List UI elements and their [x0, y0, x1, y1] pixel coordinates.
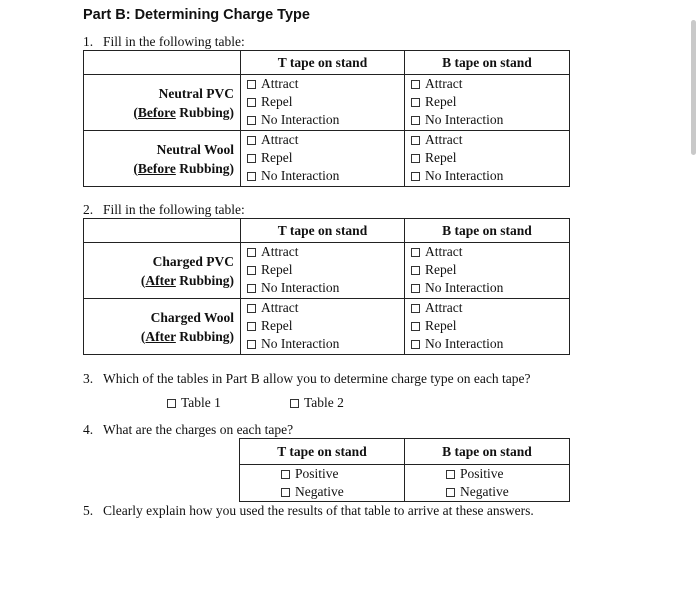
checkbox-icon[interactable]	[411, 172, 420, 181]
empty-header-cell	[84, 219, 241, 243]
checkbox-negative[interactable]: Negative	[281, 483, 404, 501]
question-1	[83, 34, 245, 50]
checkbox-icon[interactable]	[411, 80, 420, 89]
checkbox-icon[interactable]	[411, 136, 420, 145]
checkbox-icon[interactable]	[247, 266, 256, 275]
table-1	[83, 50, 570, 187]
row-label-charged-pvc: Charged PVC (After Rubbing)	[84, 243, 241, 299]
checkbox-icon[interactable]	[281, 470, 290, 479]
options-b-charged-wool	[405, 299, 570, 355]
checkbox-repel[interactable]: Repel	[247, 149, 404, 167]
options-t-charged-pvc	[241, 243, 405, 299]
empty-header-cell	[84, 51, 241, 75]
table-charges	[239, 438, 570, 502]
header-b-tape: B tape on stand	[405, 439, 570, 465]
question-text: Fill in the following table:	[103, 34, 245, 49]
checkbox-icon[interactable]	[411, 322, 420, 331]
checkbox-icon[interactable]	[247, 172, 256, 181]
question-number: 3.	[83, 371, 94, 386]
checkbox-positive[interactable]: Positive	[281, 465, 404, 483]
checkbox-icon[interactable]	[247, 116, 256, 125]
question-3	[83, 371, 530, 387]
header-t-tape: T tape on stand	[240, 439, 405, 465]
checkbox-attract[interactable]: Attract	[247, 299, 404, 317]
checkbox-no-interaction[interactable]: No Interaction	[247, 279, 404, 297]
checkbox-icon[interactable]	[411, 154, 420, 163]
checkbox-no-interaction[interactable]: No Interaction	[411, 167, 569, 185]
page-title: Part B: Determining Charge Type	[83, 7, 310, 23]
checkbox-icon[interactable]	[411, 266, 420, 275]
checkbox-repel[interactable]: Repel	[411, 317, 569, 335]
checkbox-icon[interactable]	[411, 340, 420, 349]
checkbox-attract[interactable]: Attract	[247, 75, 404, 93]
header-b-tape: B tape on stand	[405, 51, 570, 75]
header-t-tape: T tape on stand	[241, 219, 405, 243]
row-label-charged-wool: Charged Wool (After Rubbing)	[84, 299, 241, 355]
question-text: Clearly explain how you used the results of that table to arrive at these answers.	[103, 503, 534, 518]
checkbox-icon[interactable]	[247, 154, 256, 163]
question-4	[83, 422, 293, 438]
checkbox-icon[interactable]	[411, 304, 420, 313]
header-b-tape: B tape on stand	[405, 219, 570, 243]
checkbox-icon[interactable]	[247, 284, 256, 293]
checkbox-repel[interactable]: Repel	[411, 93, 569, 111]
row-label-neutral-wool: Neutral Wool (Before Rubbing)	[84, 131, 241, 187]
options-t-neutral-pvc	[241, 75, 405, 131]
question-2	[83, 202, 245, 218]
options-b-neutral-wool	[405, 131, 570, 187]
options-t-neutral-wool	[241, 131, 405, 187]
checkbox-icon[interactable]	[411, 116, 420, 125]
row-label-neutral-pvc: Neutral PVC (Before Rubbing)	[84, 75, 241, 131]
options-b-charged-pvc	[405, 243, 570, 299]
checkbox-icon[interactable]	[290, 399, 299, 408]
question-5	[83, 503, 534, 519]
question-number: 5.	[83, 503, 94, 518]
checkbox-no-interaction[interactable]: No Interaction	[411, 111, 569, 129]
scrollbar[interactable]	[691, 20, 696, 155]
checkbox-icon[interactable]	[411, 248, 420, 257]
checkbox-icon[interactable]	[247, 304, 256, 313]
checkbox-attract[interactable]: Attract	[247, 243, 404, 261]
checkbox-repel[interactable]: Repel	[411, 261, 569, 279]
checkbox-icon[interactable]	[247, 80, 256, 89]
checkbox-icon[interactable]	[247, 136, 256, 145]
charge-options-b	[405, 465, 570, 502]
checkbox-table-1[interactable]: Table 1	[167, 395, 221, 411]
checkbox-no-interaction[interactable]: No Interaction	[247, 111, 404, 129]
checkbox-table-2[interactable]: Table 2	[290, 395, 344, 411]
checkbox-icon[interactable]	[247, 248, 256, 257]
question-number: 4.	[83, 422, 94, 437]
header-t-tape: T tape on stand	[241, 51, 405, 75]
question-text: What are the charges on each tape?	[103, 422, 294, 437]
checkbox-icon[interactable]	[411, 284, 420, 293]
options-b-neutral-pvc	[405, 75, 570, 131]
checkbox-repel[interactable]: Repel	[247, 261, 404, 279]
checkbox-icon[interactable]	[446, 488, 455, 497]
checkbox-repel[interactable]: Repel	[247, 93, 404, 111]
checkbox-attract[interactable]: Attract	[247, 131, 404, 149]
question-number: 1.	[83, 34, 94, 49]
checkbox-no-interaction[interactable]: No Interaction	[411, 279, 569, 297]
checkbox-icon[interactable]	[247, 98, 256, 107]
checkbox-repel[interactable]: Repel	[247, 317, 404, 335]
checkbox-no-interaction[interactable]: No Interaction	[247, 335, 404, 353]
checkbox-repel[interactable]: Repel	[411, 149, 569, 167]
checkbox-negative[interactable]: Negative	[446, 483, 569, 501]
checkbox-icon[interactable]	[411, 98, 420, 107]
options-t-charged-wool	[241, 299, 405, 355]
question-text: Which of the tables in Part B allow you to determine charge type on each tape?	[103, 371, 531, 386]
checkbox-icon[interactable]	[247, 322, 256, 331]
checkbox-attract[interactable]: Attract	[411, 131, 569, 149]
checkbox-icon[interactable]	[446, 470, 455, 479]
checkbox-icon[interactable]	[281, 488, 290, 497]
checkbox-attract[interactable]: Attract	[411, 299, 569, 317]
table-2	[83, 218, 570, 355]
checkbox-icon[interactable]	[167, 399, 176, 408]
question-number: 2.	[83, 202, 94, 217]
checkbox-no-interaction[interactable]: No Interaction	[247, 167, 404, 185]
checkbox-no-interaction[interactable]: No Interaction	[411, 335, 569, 353]
checkbox-attract[interactable]: Attract	[411, 75, 569, 93]
question-text: Fill in the following table:	[103, 202, 245, 217]
checkbox-icon[interactable]	[247, 340, 256, 349]
charge-options-t	[240, 465, 405, 502]
checkbox-attract[interactable]: Attract	[411, 243, 569, 261]
checkbox-positive[interactable]: Positive	[446, 465, 569, 483]
